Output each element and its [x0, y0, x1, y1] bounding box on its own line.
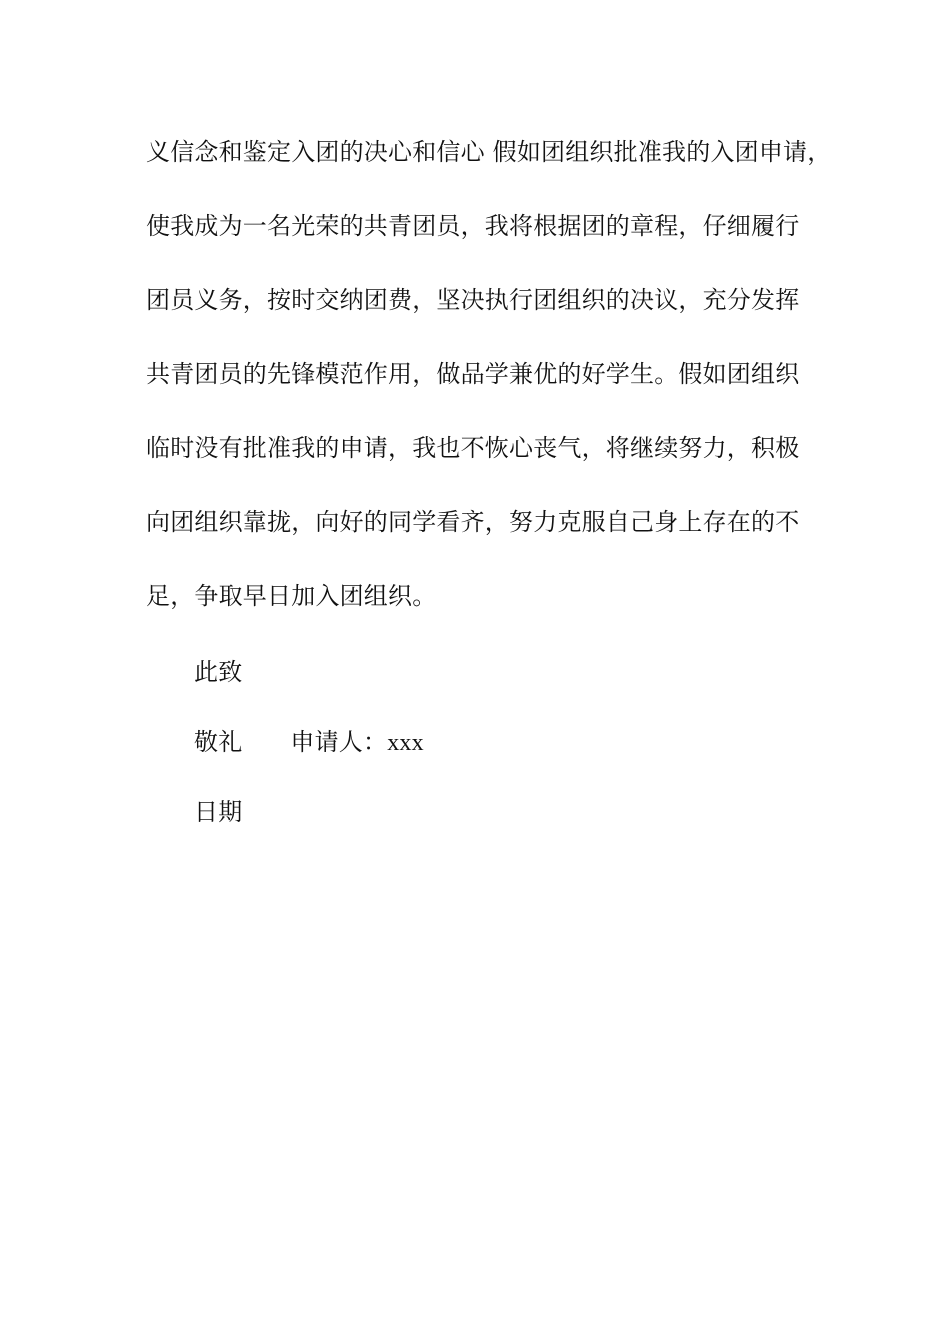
- applicant-label: 申请人：: [290, 728, 388, 756]
- body-line-3: 团员义务，按时交纳团费，坚决执行团组织的决议，充分发挥: [146, 286, 800, 314]
- regards-line: [194, 718, 694, 788]
- body-line-1: 义信念和鉴定入团的决心和信心 假如团组织批准我的入团申请，: [146, 138, 832, 166]
- body-line-2: 使我成为一名光荣的共青团员，我将根据团的章程，仔细履行: [146, 212, 800, 240]
- letter-body: [146, 128, 832, 646]
- body-line-7: 足，争取早日加入团组织。: [146, 582, 437, 610]
- body-line-6: 向团组织靠拢，向好的同学看齐，努力克服自己身上存在的不: [146, 508, 800, 536]
- body-line-5: 临时没有批准我的申请，我也不恢心丧气，将继续努力，积极: [146, 434, 800, 462]
- applicant-name: xxx: [387, 730, 424, 756]
- regards-text: 敬礼: [194, 728, 243, 756]
- body-line-4: 共青团员的先锋模范作用，做品学兼优的好学生。假如团组织: [146, 360, 800, 388]
- salutation: 此致: [194, 658, 243, 686]
- date-label: 日期: [194, 798, 243, 826]
- letter-closing: [194, 648, 694, 858]
